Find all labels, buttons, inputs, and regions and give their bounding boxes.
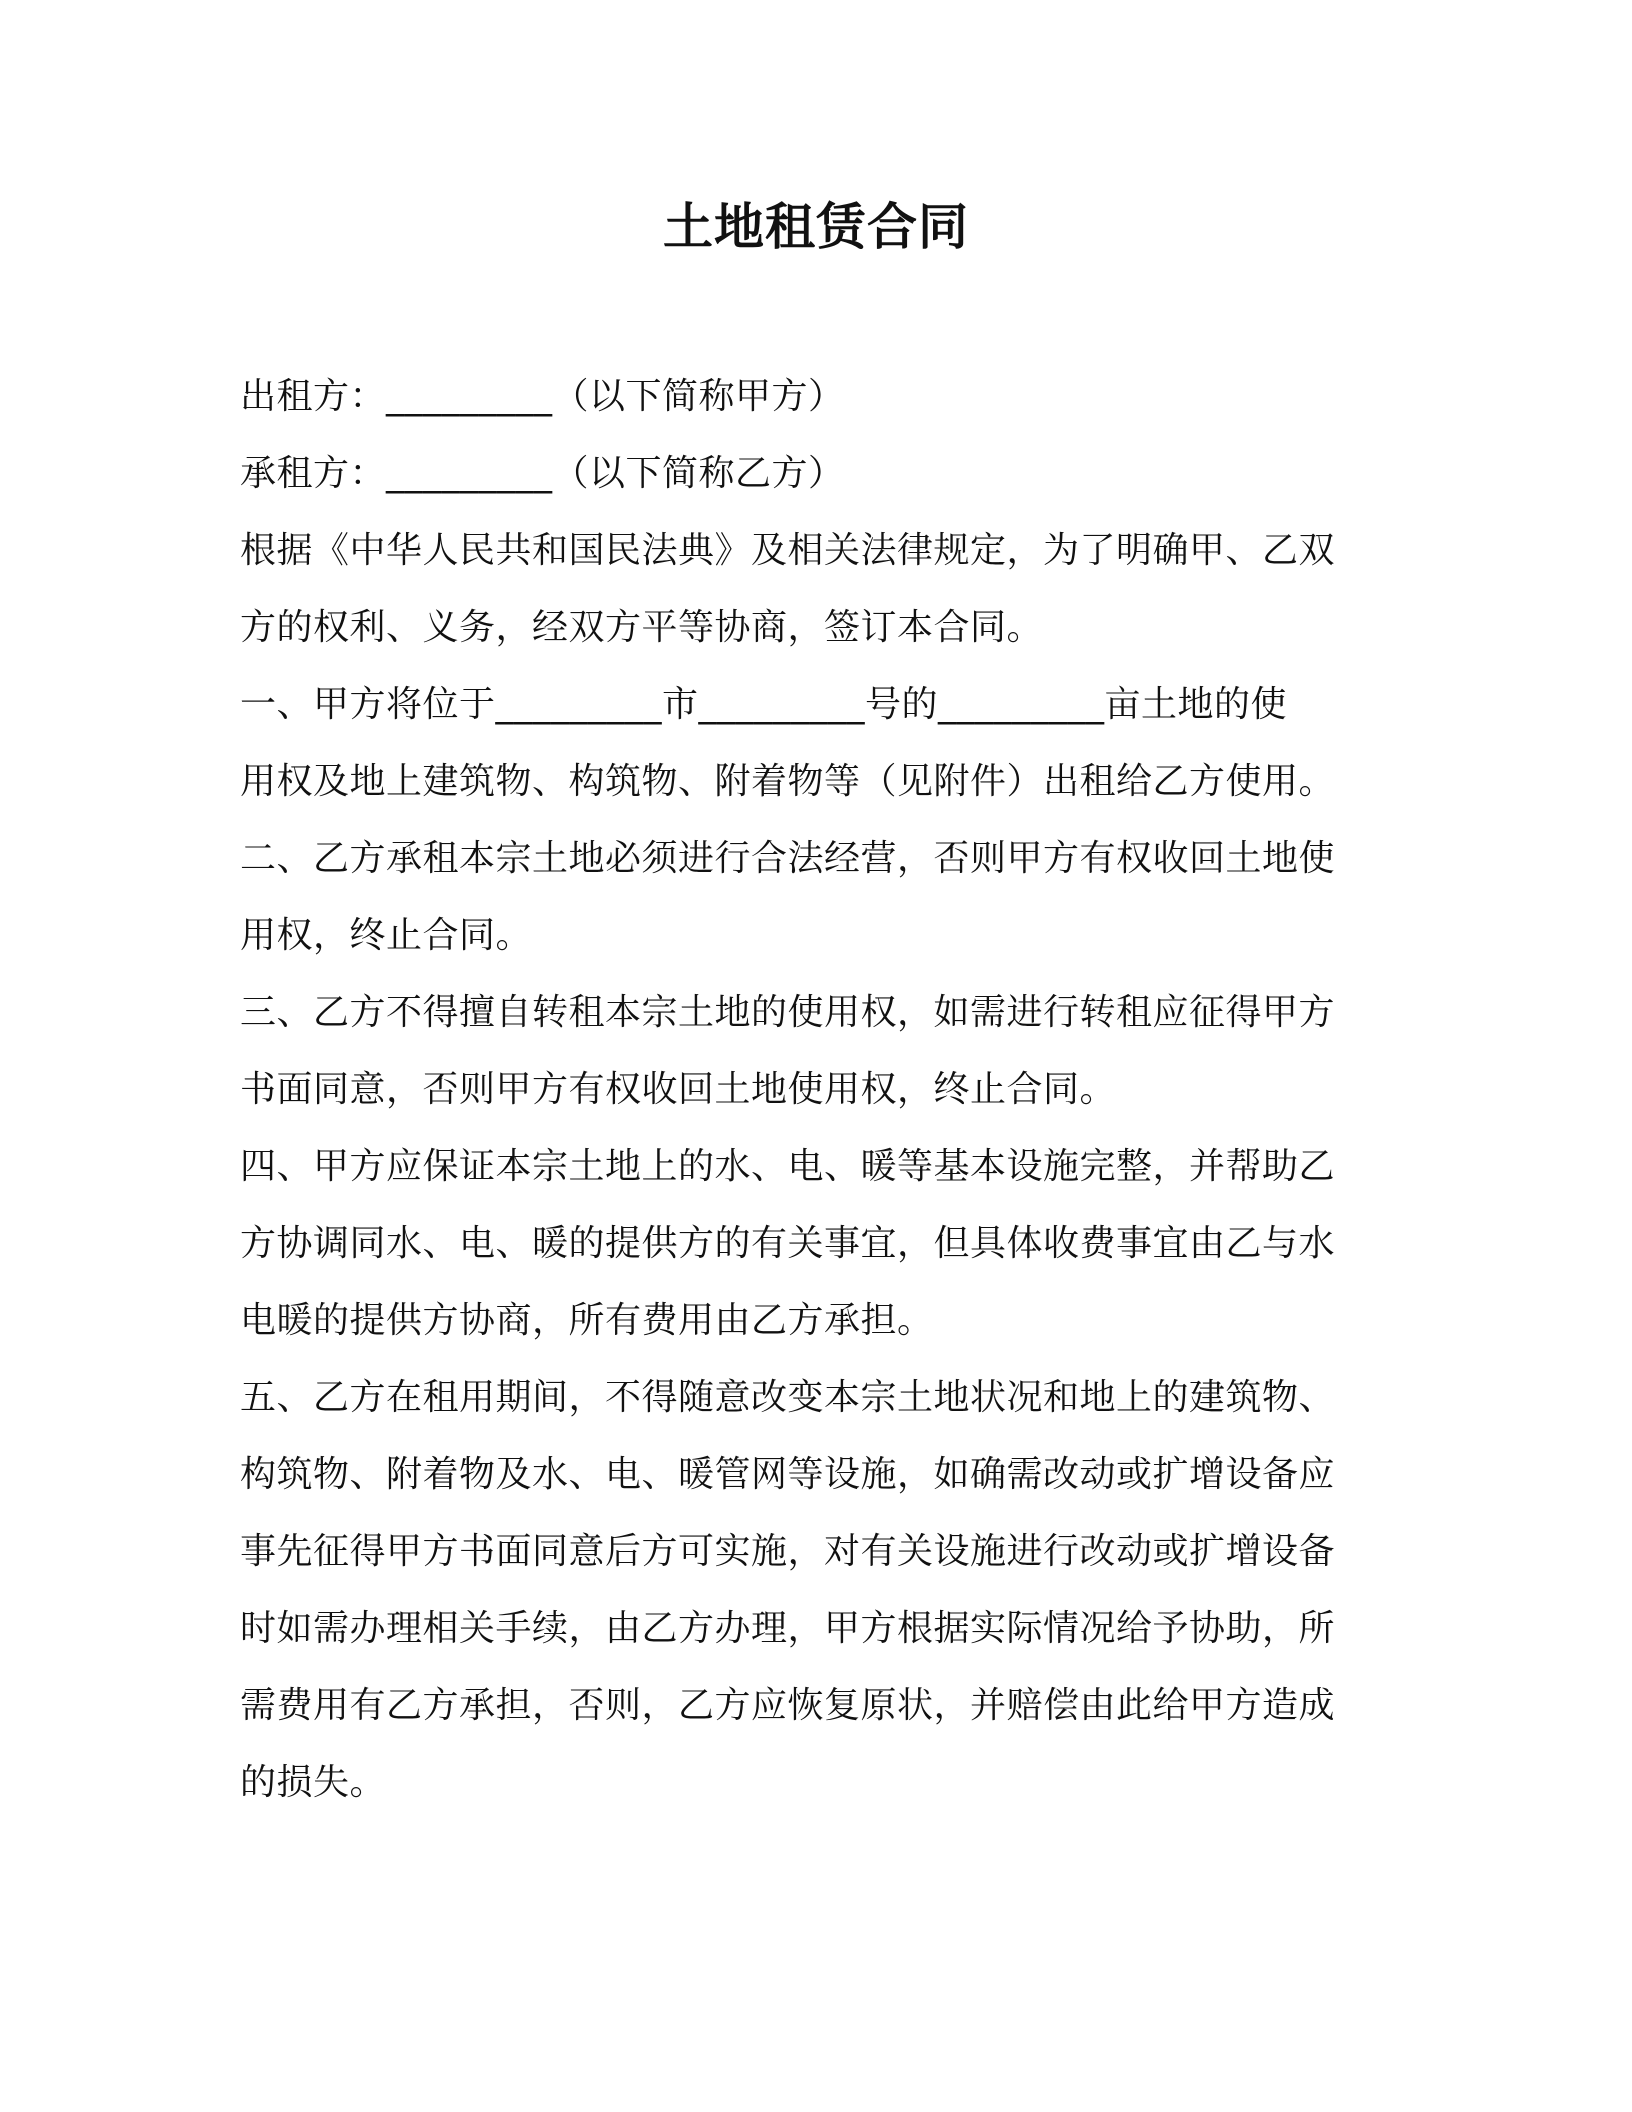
clause-1-line: 一、甲方将位于_________市_________号的_________亩土地的使	[240, 684, 1288, 725]
clause-5-line: 事先征得甲方书面同意后方可实施，对有关设施进行改动或扩增设备	[240, 1531, 1336, 1572]
document-body	[240, 358, 1370, 1821]
party-b-line: 承租方：_________（以下简称乙方）	[240, 453, 845, 494]
preamble-line: 方的权利、义务，经双方平等协商，签订本合同。	[240, 607, 1044, 648]
clause-5-line: 需费用有乙方承担，否则，乙方应恢复原状，并赔偿由此给甲方造成	[240, 1685, 1336, 1726]
party-a-line: 出租方：_________（以下简称甲方）	[240, 376, 845, 417]
clause-2-line: 二、乙方承租本宗土地必须进行合法经营，否则甲方有权收回土地使	[240, 838, 1336, 879]
clause-3-line: 书面同意，否则甲方有权收回土地使用权，终止合同。	[240, 1069, 1117, 1110]
clause-5-line: 时如需办理相关手续，由乙方办理，甲方根据实际情况给予协助，所	[240, 1608, 1336, 1649]
clause-5-line: 的损失。	[240, 1762, 387, 1803]
clause-3-line: 三、乙方不得擅自转租本宗土地的使用权，如需进行转租应征得甲方	[240, 992, 1336, 1033]
clause-4-line: 方协调同水、电、暖的提供方的有关事宜，但具体收费事宜由乙与水	[240, 1223, 1336, 1264]
clause-2-line: 用权，终止合同。	[240, 915, 533, 956]
clause-4-line: 四、甲方应保证本宗土地上的水、电、暖等基本设施完整，并帮助乙	[240, 1146, 1336, 1187]
clause-1-line: 用权及地上建筑物、构筑物、附着物等（见附件）出租给乙方使用。	[240, 761, 1336, 802]
clause-5-line: 构筑物、附着物及水、电、暖管网等设施，如确需改动或扩增设备应	[240, 1454, 1336, 1495]
document-title: 土地租赁合同	[663, 198, 969, 256]
clause-4-line: 电暖的提供方协商，所有费用由乙方承担。	[240, 1300, 934, 1341]
preamble-line: 根据《中华人民共和国民法典》及相关法律规定，为了明确甲、乙双	[240, 530, 1336, 571]
clause-5-line: 五、乙方在租用期间，不得随意改变本宗土地状况和地上的建筑物、	[240, 1377, 1336, 1418]
